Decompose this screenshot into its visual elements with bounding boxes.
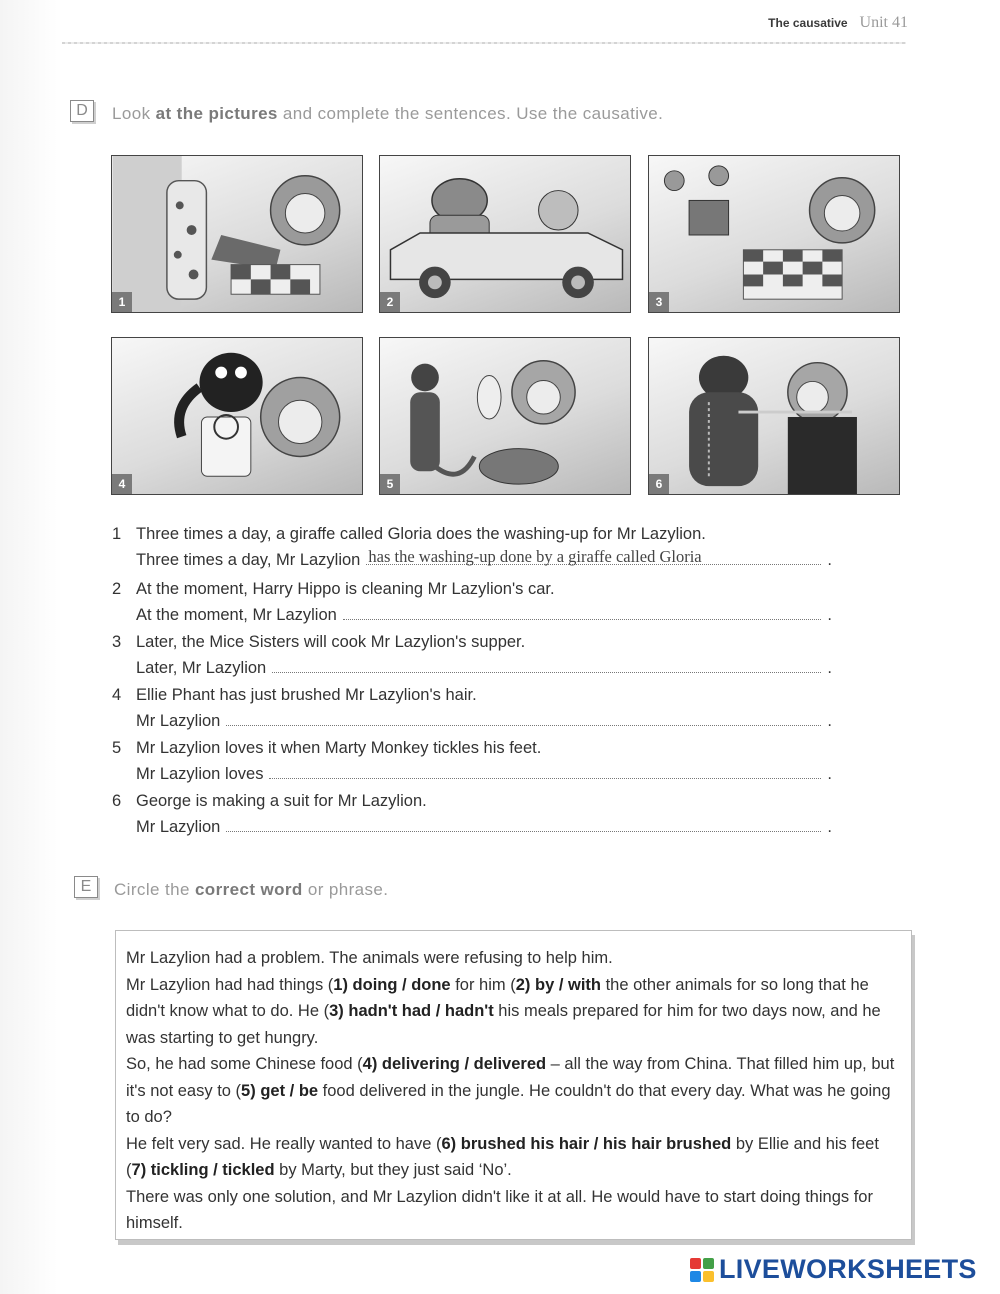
mice-cooking-supper-illustration bbox=[649, 156, 899, 312]
story-text: the other animals for so long that he didn't know what to do. He ( bbox=[126, 975, 869, 1020]
question-sentence: Ellie Phant has just brushed Mr Lazylion's hair. bbox=[136, 686, 477, 704]
answer-field[interactable] bbox=[343, 603, 822, 620]
choice-4[interactable] bbox=[372, 1055, 546, 1073]
choice-5[interactable] bbox=[250, 1082, 318, 1100]
picture-number: 3 bbox=[649, 292, 669, 312]
choice-number: 6 bbox=[441, 1134, 451, 1153]
question-prompt: Mr Lazylion bbox=[136, 818, 221, 836]
story-text: Mr Lazylion had had things ( bbox=[126, 975, 334, 994]
exercise-e-letter: E bbox=[74, 876, 98, 898]
picture-number: 6 bbox=[649, 474, 669, 494]
page-header bbox=[768, 14, 908, 32]
question-prompt: Mr Lazylion bbox=[136, 712, 221, 730]
instruction-text: or phrase. bbox=[302, 880, 389, 899]
giraffe-washing-up-illustration bbox=[112, 156, 362, 312]
hippo-cleaning-car-illustration bbox=[380, 156, 630, 312]
instruction-text: Look bbox=[112, 104, 156, 123]
exercise-d-letter: D bbox=[70, 100, 94, 122]
monkey-tickling-feet-illustration bbox=[380, 338, 630, 494]
choice-options: ) by / with bbox=[524, 975, 601, 994]
choice-options: ) hadn't had / hadn't bbox=[338, 1002, 494, 1020]
instruction-bold: at the pictures bbox=[155, 104, 278, 123]
story-paragraph-1: Mr Lazylion had a problem. The animals were refusing to help him. bbox=[126, 949, 613, 967]
choice-7[interactable] bbox=[141, 1161, 275, 1179]
choice-number: 2 bbox=[515, 975, 525, 994]
picture-1 bbox=[111, 155, 363, 313]
answer-field[interactable] bbox=[226, 815, 821, 832]
question-6 bbox=[112, 792, 832, 838]
choice-number: 5 bbox=[241, 1081, 251, 1100]
story-text: He felt very sad. He really wanted to have ( bbox=[126, 1134, 442, 1153]
picture-number: 2 bbox=[380, 292, 400, 312]
story-text: So, he had some Chinese food ( bbox=[126, 1055, 363, 1073]
instruction-text: Circle the bbox=[114, 880, 195, 899]
choice-3[interactable] bbox=[338, 1002, 493, 1020]
question-number: 1 bbox=[112, 525, 122, 543]
header-divider bbox=[62, 42, 906, 44]
choice-options: ) get / be bbox=[250, 1081, 319, 1100]
story-paragraph-3 bbox=[126, 1051, 899, 1131]
choice-options: ) doing / done bbox=[342, 975, 451, 994]
page-edge-shadow bbox=[0, 0, 58, 1294]
question-sentence: George is making a suit for Mr Lazylion. bbox=[136, 792, 427, 810]
answer-field[interactable] bbox=[366, 548, 821, 565]
question-prompt: Three times a day, Mr Lazylion bbox=[136, 551, 361, 569]
question-3 bbox=[112, 633, 832, 679]
end-mark: . bbox=[827, 765, 832, 783]
story-text: – all the way from China. That filled him up, but it's not easy to ( bbox=[126, 1055, 895, 1100]
elephant-brushing-hair-illustration bbox=[112, 338, 362, 494]
question-prompt: Mr Lazylion loves bbox=[136, 765, 264, 783]
instruction-text: and complete the sentences. Use the causative. bbox=[277, 104, 664, 123]
choice-6[interactable] bbox=[451, 1135, 732, 1153]
choice-number: 4 bbox=[362, 1055, 372, 1073]
choice-options: ) delivering / delivered bbox=[371, 1055, 547, 1073]
question-number: 5 bbox=[112, 739, 122, 757]
picture-number: 5 bbox=[380, 474, 400, 494]
story-text: food delivered in the jungle. He couldn't do that every day. What was he going to do? bbox=[126, 1081, 891, 1126]
story-text: for him ( bbox=[450, 975, 516, 994]
gorilla-making-suit-illustration bbox=[649, 338, 899, 494]
picture-3 bbox=[648, 155, 900, 313]
question-number: 2 bbox=[112, 580, 122, 598]
choice-1[interactable] bbox=[342, 976, 450, 994]
choice-2[interactable] bbox=[525, 976, 601, 994]
question-number: 4 bbox=[112, 686, 122, 704]
end-mark: . bbox=[827, 606, 832, 624]
end-mark: . bbox=[827, 551, 832, 569]
story-paragraph-5: There was only one solution, and Mr Lazylion didn't like it at all. He would have to start doing things for himself. bbox=[126, 1187, 873, 1232]
story-text-box bbox=[115, 930, 912, 1240]
choice-options: ) brushed his hair / his hair brushed bbox=[450, 1134, 732, 1153]
logo-text: LIVEWORKSHEETS bbox=[719, 1254, 977, 1284]
choice-number: 3 bbox=[329, 1002, 339, 1020]
question-1 bbox=[112, 525, 832, 571]
question-sentence: Mr Lazylion loves it when Marty Monkey tickles his feet. bbox=[136, 739, 542, 757]
question-number: 6 bbox=[112, 792, 122, 810]
story-text: his meals prepared for him for two days now, and he was starting to get hungry. bbox=[126, 1002, 881, 1047]
answer-field[interactable] bbox=[272, 656, 821, 673]
choice-options: ) tickling / tickled bbox=[140, 1161, 275, 1179]
question-sentence: Later, the Mice Sisters will cook Mr Lazylion's supper. bbox=[136, 633, 526, 651]
question-prompt: At the moment, Mr Lazylion bbox=[136, 606, 337, 624]
end-mark: . bbox=[827, 818, 832, 836]
answer-field[interactable] bbox=[269, 762, 821, 779]
answer-text: has the washing-up done by a giraffe called Gloria bbox=[368, 547, 702, 566]
logo-squares-icon bbox=[690, 1258, 714, 1282]
choice-number: 7 bbox=[131, 1161, 141, 1179]
story-text: by Ellie and his feet ( bbox=[126, 1134, 879, 1179]
exercise-e-instruction bbox=[114, 880, 388, 900]
exercise-d-instruction bbox=[112, 104, 663, 124]
picture-number: 1 bbox=[112, 292, 132, 312]
picture-6 bbox=[648, 337, 900, 495]
section-title: The causative bbox=[768, 16, 848, 30]
choice-number: 1 bbox=[333, 975, 343, 994]
unit-label: Unit 41 bbox=[859, 14, 908, 31]
answer-field[interactable] bbox=[226, 709, 821, 726]
liveworksheets-logo bbox=[690, 1254, 977, 1285]
end-mark: . bbox=[827, 712, 832, 730]
story-paragraph-4 bbox=[126, 1131, 899, 1184]
end-mark: . bbox=[827, 659, 832, 677]
question-number: 3 bbox=[112, 633, 122, 651]
picture-4 bbox=[111, 337, 363, 495]
picture-2 bbox=[379, 155, 631, 313]
instruction-bold: correct word bbox=[194, 880, 303, 899]
story-text: by Marty, but they just said ‘No’. bbox=[274, 1161, 512, 1179]
question-sentence: Three times a day, a giraffe called Gloria does the washing-up for Mr Lazylion. bbox=[136, 525, 706, 543]
story-paragraph-2 bbox=[126, 972, 899, 1052]
picture-number: 4 bbox=[112, 474, 132, 494]
question-prompt: Later, Mr Lazylion bbox=[136, 659, 267, 677]
question-5 bbox=[112, 739, 832, 785]
picture-5 bbox=[379, 337, 631, 495]
question-4 bbox=[112, 686, 832, 732]
question-2 bbox=[112, 580, 832, 626]
question-sentence: At the moment, Harry Hippo is cleaning Mr Lazylion's car. bbox=[136, 580, 555, 598]
